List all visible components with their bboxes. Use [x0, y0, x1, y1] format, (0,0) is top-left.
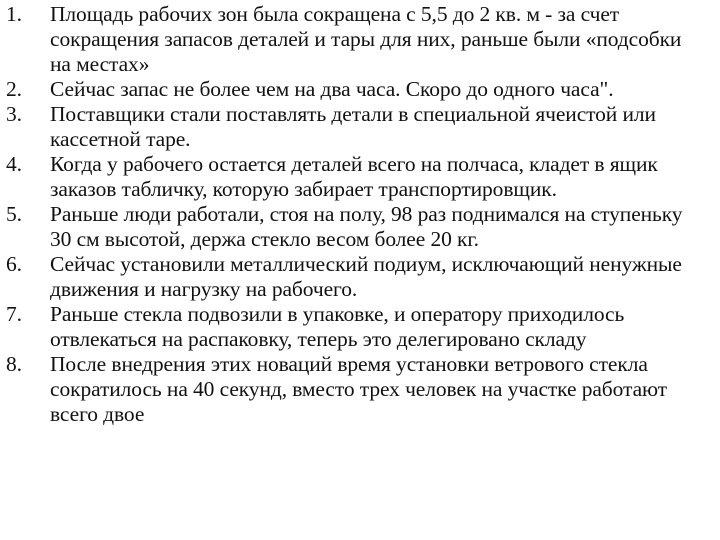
list-item [6, 302, 706, 352]
item-text: Поставщики стали поставлять детали в специальной ячеистой или кассетной таре. [50, 102, 656, 151]
item-text: Когда у рабочего остается деталей всего на полчаса, кладет в ящик заказов табличку, которую забирает транспортировщик. [50, 152, 658, 201]
item-text: Сейчас установили металлический подиум, исключающий ненужные движения и нагрузку на рабочего. [50, 252, 682, 301]
list-item [6, 77, 706, 102]
item-number: 1. [6, 2, 22, 26]
item-text: После внедрения этих новаций время установки ветрового стекла сократилось на 40 секунд, вместо трех человек на участке работают всего двое [50, 352, 667, 426]
list-item [6, 2, 706, 77]
item-number: 3. [6, 102, 22, 126]
item-number: 4. [6, 152, 22, 176]
list-item [6, 202, 706, 252]
item-text: Раньше стекла подвозили в упаковке, и оператору приходилось отвлекаться на распаковку, теперь это делегировано складу [50, 302, 625, 351]
item-number: 8. [6, 352, 22, 376]
item-number: 5. [6, 202, 22, 226]
list-item [6, 352, 706, 427]
list-item [6, 102, 706, 152]
item-number: 7. [6, 302, 22, 326]
item-text: Площадь рабочих зон была сокращена с 5,5 до 2 кв. м - за счет сокращения запасов деталей и тары для них, раньше были «подсобки на местах» [50, 2, 682, 76]
item-text: Сейчас запас не более чем на два часа. Скоро до одного часа". [50, 77, 614, 101]
item-text: Раньше люди работали, стоя на полу, 98 раз поднимался на ступеньку 30 см высотой, держа стекло весом более 20 кг. [50, 202, 683, 251]
item-number: 2. [6, 77, 22, 101]
list-item [6, 152, 706, 202]
item-number: 6. [6, 252, 22, 276]
list-item [6, 252, 706, 302]
numbered-list [6, 2, 706, 427]
